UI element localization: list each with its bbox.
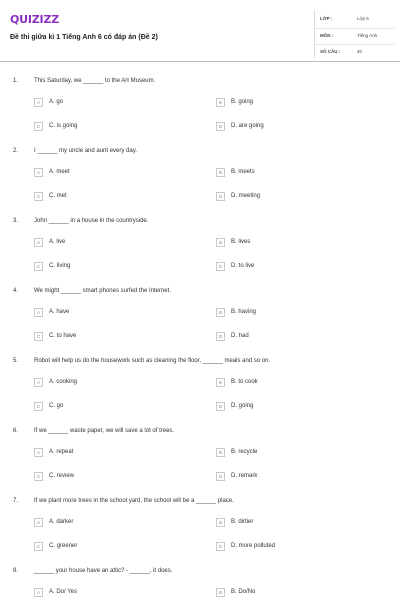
option-key-box[interactable]: C <box>34 332 43 341</box>
question-text: Robot will help us do the housework such as cleaning the floor, ______ meals and so on. <box>34 358 271 364</box>
option-key-box[interactable]: D <box>216 542 225 551</box>
option-text: B. dirtier <box>231 519 254 525</box>
option-key-box[interactable]: A <box>34 518 43 527</box>
option-key-box[interactable]: A <box>34 378 43 387</box>
option-key-box[interactable]: B <box>216 168 225 177</box>
question-item <box>0 424 400 494</box>
question-text: John ______ in a house in the countryside. <box>34 218 149 224</box>
question-item <box>0 144 400 214</box>
info-row-class <box>315 12 395 26</box>
option-key-box[interactable]: D <box>216 472 225 481</box>
option-key-box[interactable]: B <box>216 518 225 527</box>
option-text: C. to have <box>49 333 77 339</box>
info-value: 40 <box>357 49 363 54</box>
question-text: I ______ my uncle and aunt every day. <box>34 148 137 154</box>
option-key-box[interactable]: B <box>216 98 225 107</box>
question-number: 1. <box>13 78 19 84</box>
option-key-box[interactable]: A <box>34 308 43 317</box>
option-key-box[interactable]: B <box>216 378 225 387</box>
question-item <box>0 564 400 600</box>
option-key-box[interactable]: A <box>34 448 43 457</box>
question-text: If we ______ waste paper, we will save a lot of trees. <box>34 428 175 434</box>
info-value: Lớp 6 <box>357 16 369 21</box>
option-text: C. living <box>49 263 71 269</box>
option-text: D. going <box>231 403 254 409</box>
option-key-box[interactable]: C <box>34 542 43 551</box>
option-text: B. lives <box>231 239 251 245</box>
option-text: C. met <box>49 193 67 199</box>
option-text: C. go <box>49 403 64 409</box>
question-item <box>0 494 400 564</box>
info-row-question-count <box>315 44 395 58</box>
question-number: 7. <box>13 498 19 504</box>
option-text: C. greener <box>49 543 78 549</box>
option-text: A. cooking <box>49 379 78 385</box>
option-text: A. have <box>49 309 70 315</box>
option-text: B. to cook <box>231 379 258 385</box>
option-key-box[interactable]: C <box>34 472 43 481</box>
option-text: C. review <box>49 473 75 479</box>
option-text: D. are going <box>231 123 264 129</box>
question-item <box>0 284 400 354</box>
option-text: A. Do/ Yes <box>49 589 78 595</box>
option-text: C. is going <box>49 123 78 129</box>
option-key-box[interactable]: D <box>216 332 225 341</box>
option-key-box[interactable]: C <box>34 122 43 131</box>
option-text: A. darker <box>49 519 74 525</box>
option-key-box[interactable]: A <box>34 238 43 247</box>
option-key-box[interactable]: B <box>216 448 225 457</box>
option-key-box[interactable]: B <box>216 588 225 597</box>
info-value: Tiếng Anh <box>357 33 378 38</box>
question-item <box>0 214 400 284</box>
option-text: A. meet <box>49 169 70 175</box>
option-key-box[interactable]: C <box>34 402 43 411</box>
question-item <box>0 74 400 144</box>
option-key-box[interactable]: D <box>216 402 225 411</box>
exam-info-box <box>314 10 394 58</box>
option-key-box[interactable]: A <box>34 168 43 177</box>
option-text: D. meeting <box>231 193 261 199</box>
option-text: A. go <box>49 99 64 105</box>
option-text: B. meets <box>231 169 255 175</box>
info-label: SỐ CÂU : <box>320 49 341 54</box>
exam-title: Đề thi giữa kì 1 Tiếng Anh 6 có đáp án (Đề 2) <box>10 34 158 41</box>
option-key-box[interactable]: C <box>34 192 43 201</box>
option-text: B. having <box>231 309 257 315</box>
quizizz-logo[interactable]: QUIZIZZ <box>10 13 59 26</box>
question-number: 8. <box>13 568 19 574</box>
option-key-box[interactable]: D <box>216 122 225 131</box>
question-text: We might ______ smart phones surfed the Internet. <box>34 288 171 294</box>
option-text: D. to live <box>231 263 255 269</box>
option-text: D. remark <box>231 473 258 479</box>
question-number: 5. <box>13 358 19 364</box>
option-key-box[interactable]: A <box>34 98 43 107</box>
question-text: If we plant more trees in the school yard, the school will be a ______ place. <box>34 498 234 504</box>
option-key-box[interactable]: D <box>216 192 225 201</box>
quiz-header <box>0 0 400 62</box>
option-text: B. going <box>231 99 254 105</box>
question-text: ______ your house have an attic? - ______, it does. <box>34 568 173 574</box>
option-text: A. repeat <box>49 449 74 455</box>
option-text: B. recycle <box>231 449 258 455</box>
option-text: D. more polluted <box>231 543 276 549</box>
option-key-box[interactable]: C <box>34 262 43 271</box>
option-key-box[interactable]: B <box>216 238 225 247</box>
info-label: LỚP : <box>320 16 333 21</box>
info-row-subject <box>315 28 395 42</box>
option-text: D. had <box>231 333 249 339</box>
option-text: A. live <box>49 239 66 245</box>
question-number: 2. <box>13 148 19 154</box>
question-text: This Saturday, we ______ to the Art Museum. <box>34 78 156 84</box>
option-key-box[interactable]: D <box>216 262 225 271</box>
question-item <box>0 354 400 424</box>
question-number: 4. <box>13 288 19 294</box>
question-number: 3. <box>13 218 19 224</box>
option-key-box[interactable]: B <box>216 308 225 317</box>
option-text: B. Do/No <box>231 589 256 595</box>
option-key-box[interactable]: A <box>34 588 43 597</box>
info-label: MÔN : <box>320 33 334 38</box>
question-number: 6. <box>13 428 19 434</box>
